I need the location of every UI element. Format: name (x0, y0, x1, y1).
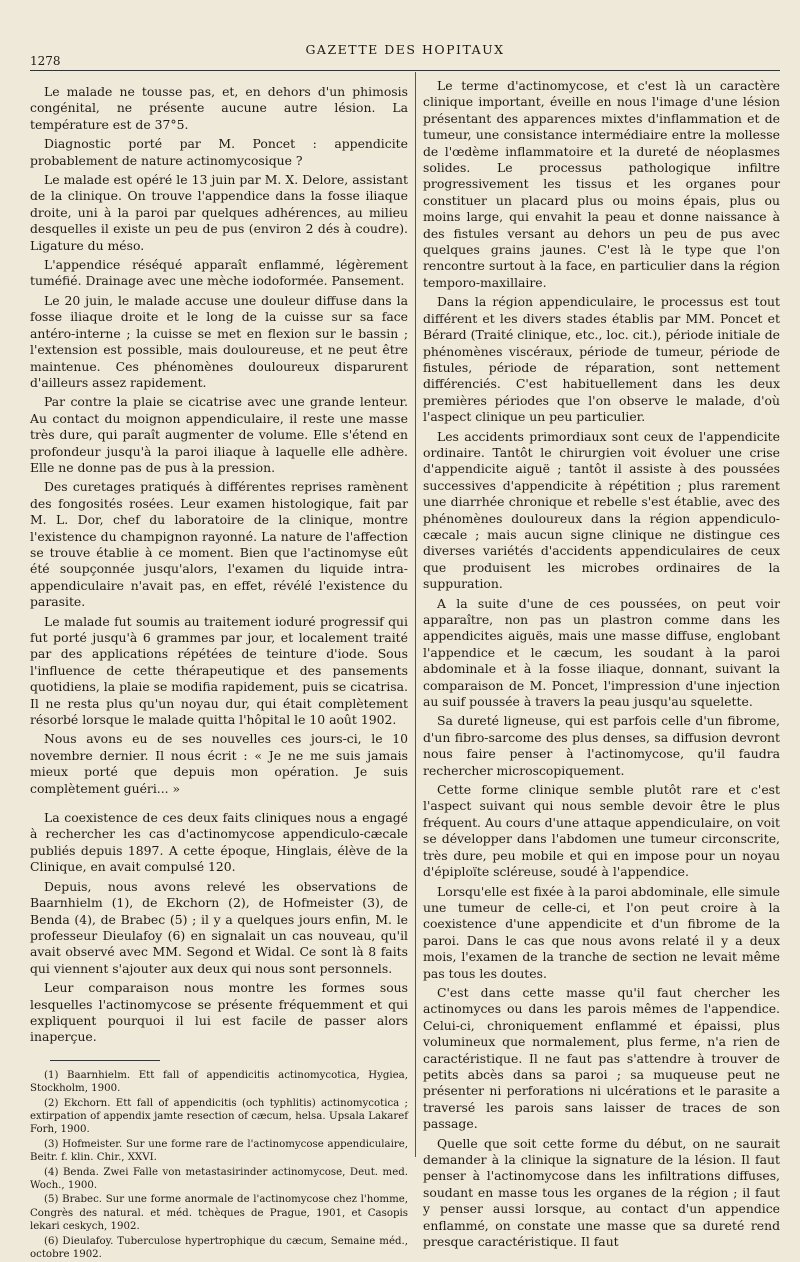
footnote: (5) Brabec. Sur une forme anormale de l'actinomycose chez l'homme, Congrès des natural. et méd. tchèques de Prague, 1901, et Casopis lekari ceskych, 1902. (30, 1194, 408, 1233)
paragraph: Des curetages pratiqués à différentes reprises ramènent des fongosités rosées. Leur examen histologique, fait par M. L. Dor, chef du laboratoire de la clinique, montre l'existence du champignon rayonné. La nature de l'affection se trouve établie à ce moment. Bien que l'actinomyse eût été soupçonnée jusqu'alors, l'examen du liquide intra-appendiculaire n'avait pas, en effet, révélé l'existence du parasite. (30, 479, 408, 610)
left-column (30, 78, 408, 1262)
footnote: (2) Ekchorn. Ett fall of appendicitis (och typhlitis) actinomycotica ; extirpation of appendix jamte resection of cæcum, helsa. Upsala Lakaref Forh, 1900. (30, 1097, 408, 1136)
paragraph: Les accidents primordiaux sont ceux de l'appendicite ordinaire. Tantôt le chirurgien voit évoluer une crise d'appendicite aiguë ; tantôt il assiste à des poussées successives d'appendicite à répétition ; plus rarement une diarrhée chronique et rebelle s'est établie, avec des phénomènes douloureux dans la région appendiculo-cæcale ; mais aucun signe clinique ne distingue ces diverses variétés d'accidents appendiculaires de ceux que produisent les microbes ordinaires de la suppuration. (423, 428, 780, 592)
footnote: (6) Dieulafoy. Tuberculose hypertrophique du cæcum, Semaine méd., octobre 1902. (30, 1235, 408, 1261)
paragraph: Diagnostic porté par M. Poncet : appendicite probablement de nature actinomycosique ? (30, 136, 408, 168)
paragraph: Depuis, nous avons relevé les observations de Baarnhielm (1), de Ekchorn (2), de Hofmeister (3), de Benda (4), de Brabec (5) ; il y a quelques jours enfin, M. le professeur Dieulafoy (6) en signalait un cas nouveau, qu'il avait observé avec MM. Segond et Widal. Ce sont là 8 faits qui viennent s'ajouter aux deux qui nous sont personnels. (30, 878, 408, 976)
paragraph: A la suite d'une de ces poussées, on peut voir apparaître, non pas un plastron comme dans les appendicites aiguës, mais une masse diffuse, englobant l'appendice et le cæcum, les soudant à la paroi abdominale et à la fosse iliaque, donnant, suivant la comparaison de M. Poncet, l'impression d'une injection au suif poussée à travers la peau jusqu'au squelette. (423, 595, 780, 710)
footnote-rule (50, 1060, 160, 1061)
paragraph: Cette forme clinique semble plutôt rare et c'est l'aspect suivant qui nous semble devoir être le plus fréquent. Au cours d'une attaque appendiculaire, on voit se développer dans l'abdomen une tumeur circonscrite, très dure, peu mobile et qui en impose pour un noyau d'épiploïte scléreuse, soudé à l'appendice. (423, 782, 780, 880)
paragraph: Nous avons eu de ses nouvelles ces jours-ci, le 10 novembre dernier. Il nous écrit : « Je ne me suis jamais mieux porté que depuis mon opération. Je suis complètement guéri... » (30, 731, 408, 796)
paragraph: Leur comparaison nous montre les formes sous lesquelles l'actinomycose se présente fréquemment et qui expliquent pourquoi il lui est facile de passer alors inaperçue. (30, 980, 408, 1045)
paragraph: Le malade ne tousse pas, et, en dehors d'un phimosis congénital, ne présente aucune autre lésion. La température est de 37°5. (30, 84, 408, 132)
footnote: (4) Benda. Zwei Falle von metastasirinder actinomycose, Deut. med. Woch., 1900. (30, 1166, 408, 1191)
paragraph: Sa dureté ligneuse, qui est parfois celle d'un fibrome, d'un fibro-sarcome des plus denses, sa diffusion devront nous faire penser à l'actinomycose, qu'il faudra rechercher microscopiquement. (423, 713, 780, 778)
column-divider (415, 72, 416, 1157)
page-header (30, 42, 780, 66)
page-number: 1278 (30, 54, 61, 68)
paragraph: Le 20 juin, le malade accuse une douleur diffuse dans la fosse iliaque droite et le long de la cuisse sur sa face antéro-interne ; la cuisse se met en flexion sur le bassin ; l'extension est possible, mais douloureuse, et ne peut être maintenue. Ces phénomènes douloureux disparurent d'ailleurs assez rapidement. (30, 292, 408, 390)
paragraph: L'appendice réséqué apparaît enflammé, légèrement tuméfié. Drainage avec une mèche iodoformée. Pansement. (30, 257, 408, 289)
paragraph: Quelle que soit cette forme du début, on ne saurait demander à la clinique la signature de la lésion. Il faut penser à l'actinomycose dans les infiltrations diffuses, soudant en masse tous les organes de la région ; il faut y penser aussi lorsque, au contact d'un appendice enflammé, on constate une masse que sa dureté rend presque caractéristique. Il faut (423, 1135, 780, 1250)
right-column (423, 78, 780, 1253)
paragraph: C'est dans cette masse qu'il faut chercher les actinomyces ou dans les parois mêmes de l'appendice. Celui-ci, chroniquement enflammé et épaissi, plus volumineux que normalement, plus ferme, n'a rien de caractéristique. Il ne faut pas s'attendre à trouver de petits abcès dans sa paroi ; sa muqueuse peut ne présenter ni perforations ni ulcérations et le parasite a traversé les parois sans laisser de traces de son passage. (423, 984, 780, 1132)
header-rule (30, 70, 780, 71)
paragraph: Le terme d'actinomycose, et c'est là un caractère clinique important, éveille en nous l'image d'une lésion présentant des apparences mixtes d'inflammation et de tumeur, une consistance intermédiaire entre la mollesse de l'œdème inflammatoire et la dureté de néoplasmes solides. Le processus pathologique infiltre progressivement les tissus et les organes pour constituer un placard plus ou moins épais, plus ou moins large, qui envahit la peau et donne naissance à des fistules versant au dehors un peu de pus avec quelques grains jaunes. C'est là le type que l'on rencontre surtout à la face, en particulier dans la région temporo-maxillaire. (423, 78, 780, 290)
footnote: (1) Baarnhielm. Ett fall of appendicitis actinomycotica, Hygiea, Stockholm, 1900. (30, 1069, 408, 1095)
footnote: (3) Hofmeister. Sur une forme rare de l'actinomycose appendiculaire, Beitr. f. klin. Chir., XXVI. (30, 1138, 408, 1164)
paragraph: Par contre la plaie se cicatrise avec une grande lenteur. Au contact du moignon appendiculaire, il reste une masse très dure, qui paraît augmenter de volume. Elle s'étend en profondeur jusqu'à la paroi iliaque à laquelle elle adhère. Elle ne donne pas de pus à la pression. (30, 394, 408, 475)
paragraph: Le malade fut soumis au traitement ioduré progressif qui fut porté jusqu'à 6 grammes par jour, et localement traité par des applications répétées de teinture d'iode. Sous l'influence de cette thérapeutique et des pansements quotidiens, la plaie se modifia rapidement, puis se cicatrisa. Il ne resta plus qu'un noyau dur, qui était complètement résorbé lorsque le malade quitta l'hôpital le 10 août 1902. (30, 613, 408, 728)
paragraph: La coexistence de ces deux faits cliniques nous a engagé à rechercher les cas d'actinomycose appendiculo-cæcale publiés depuis 1897. A cette époque, Hinglais, élève de la Clinique, en avait compulsé 120. (30, 810, 408, 875)
paragraph: Dans la région appendiculaire, le processus est tout différent et les divers stades établis par MM. Poncet et Bérard (Traité clinique, etc., loc. cit.), période initiale de phénomènes viscéraux, période de tumeur, période de fistules, période de réparation, sont nettement différenciés. C'est habituellement dans les deux premières périodes que l'on observe le malade, d'où l'aspect clinique un peu particulier. (423, 294, 780, 425)
paragraph: Le malade est opéré le 13 juin par M. X. Delore, assistant de la clinique. On trouve l'appendice dans la fosse iliaque droite, uni à la paroi par quelques adhérences, au milieu desquelles il existe un peu de pus (environ 2 dés à coudre). Ligature du méso. (30, 172, 408, 253)
paragraph: Lorsqu'elle est fixée à la paroi abdominale, elle simule une tumeur de celle-ci, et l'on peut croire à la coexistence d'une appendicite et d'un fibrome de la paroi. Dans le cas que nous avons relaté il y a deux mois, l'examen de la tranche de section ne levait même pas tous les doutes. (423, 883, 780, 981)
journal-title: GAZETTE DES HOPITAUX (305, 42, 505, 57)
